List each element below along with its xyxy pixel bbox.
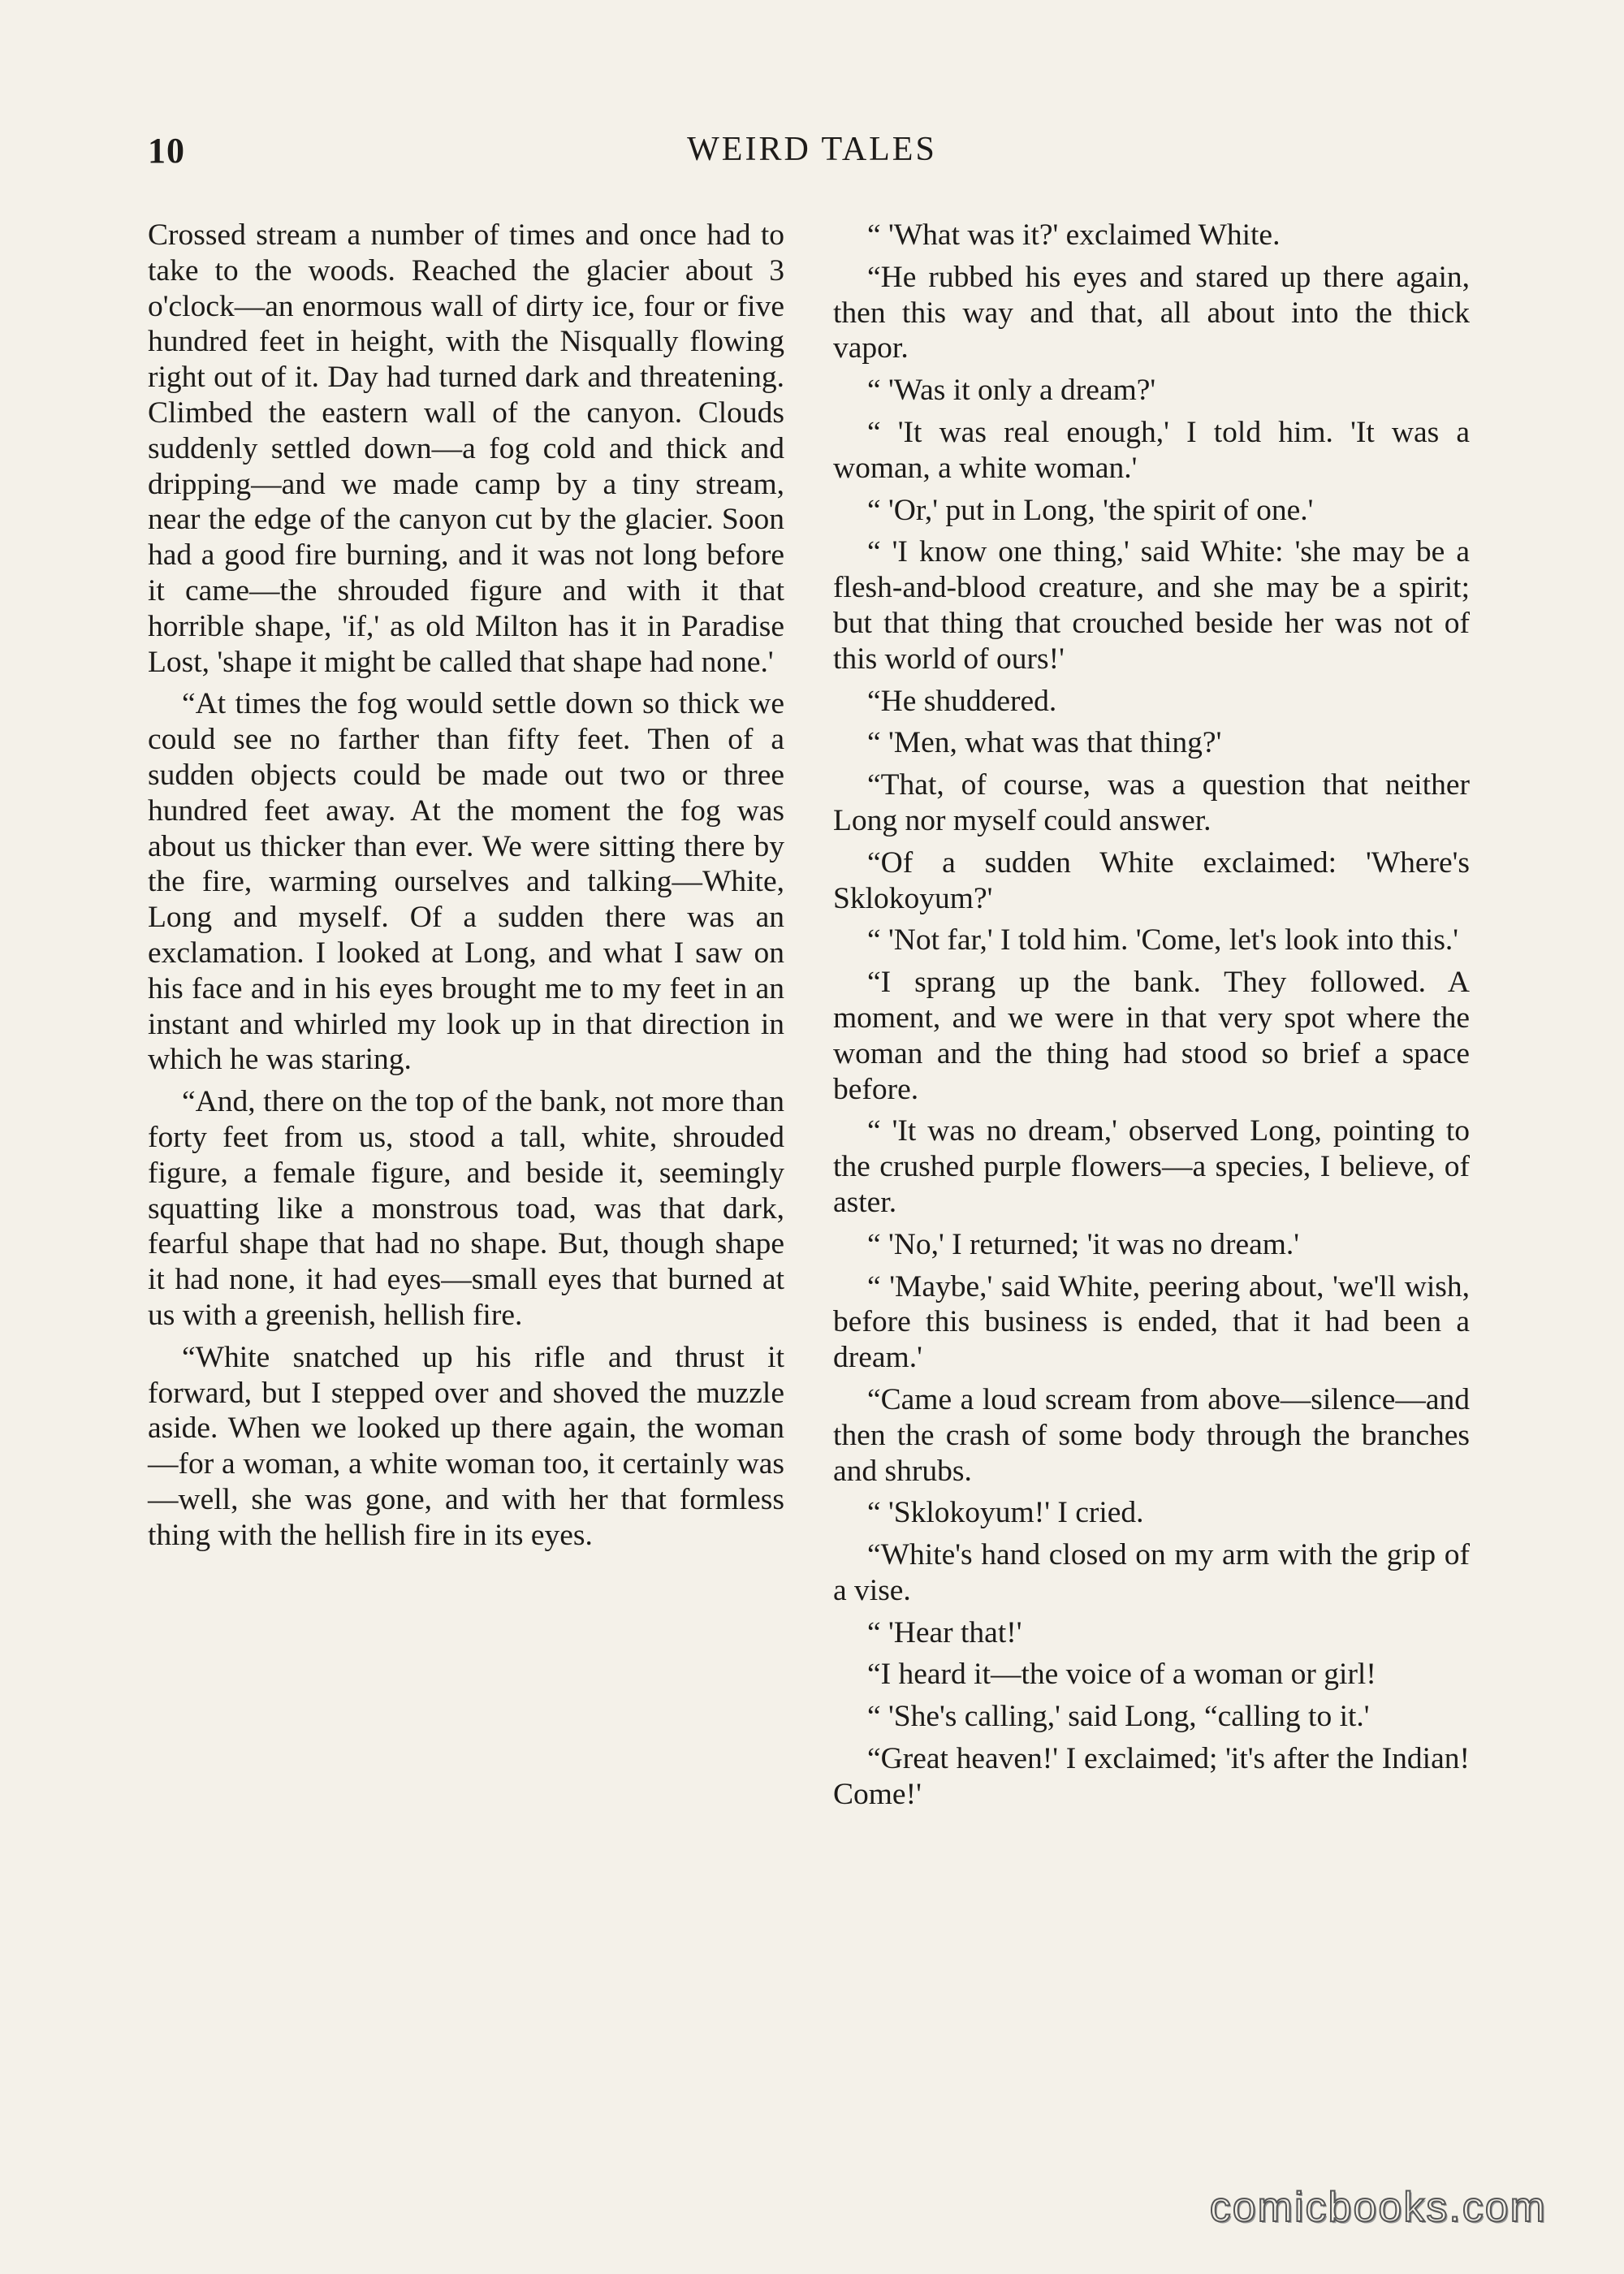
running-title: WEIRD TALES	[687, 131, 937, 168]
paragraph: “ 'Sklokoyum!' I cried.	[867, 1496, 1144, 1530]
paragraph: “ 'I know one thing,' said White: 'she may be a flesh-and-blood creature, and she may be a spirit; but that thing that crouched beside her was not of this world of ours!'	[833, 535, 1470, 676]
paragraph: “At times the fog would settle down so thick we could see no farther than fifty feet. Then of a sudden objects could be made out two or three hundred feet away. At the moment the fog was about us thicker than ever. We were sitting there by the fire, warming ourselves and talking—White, Long and myself. Of a sudden there was an exclamation. I looked at Long, and what I saw on his face and in his eyes brought me to my feet in an instant and whirled my look up in that direction in which he was staring.	[148, 687, 784, 1077]
paragraph: “ 'Was it only a dream?'	[867, 374, 1156, 408]
paragraph: “Of a sudden White exclaimed: 'Where's Sklokoyum?'	[833, 845, 1470, 915]
paragraph: “Great heaven!' I exclaimed; 'it's after the Indian! Come!'	[833, 1742, 1470, 1811]
paragraph: “I sprang up the bank. They followed. A moment, and we were in that very spot where the woman and the thing had stood so brief a space before.	[833, 966, 1470, 1106]
paragraph: “ 'It was real enough,' I told him. 'It was a woman, a white woman.'	[833, 415, 1470, 485]
paragraph: “ 'What was it?' exclaimed White.	[867, 218, 1281, 252]
page-header	[148, 130, 1476, 179]
paragraph: “Came a loud scream from above—silence—and then the crash of some body through the branches and shrubs.	[833, 1382, 1470, 1488]
site-watermark: comicbooks.com	[1209, 2184, 1547, 2231]
paragraph: “ 'It was no dream,' observed Long, pointing to the crushed purple flowers—a species, I believe, of aster.	[833, 1114, 1470, 1219]
paragraph: “And, there on the top of the bank, not more than forty feet from us, stood a tall, white, shrouded figure, a female figure, and beside it, seemingly squatting like a monstrous toad, was that dark, fearful shape that had no shape. But, though shape it had none, it had eyes—small eyes that burned at us with a greenish, hellish fire.	[148, 1085, 784, 1332]
paragraph: “ 'Men, what was that thing?'	[867, 726, 1222, 760]
paragraph: “He rubbed his eyes and stared up there again, then this way and that, all about into the thick vapor.	[833, 260, 1470, 365]
left-column	[148, 218, 784, 1559]
paragraph: “ 'No,' I returned; 'it was no dream.'	[867, 1227, 1300, 1261]
paragraph: “ 'Or,' put in Long, 'the spirit of one.'	[867, 493, 1314, 527]
paragraph: “ 'Hear that!'	[867, 1615, 1022, 1649]
paragraph: Crossed stream a number of times and once had to take to the woods. Reached the glacier about 3 o'clock—an enormous wall of dirty ice, four or five hundred feet in height, with the Nisqually flowing right out of it. Day had turned dark and threatening. Climbed the eastern wall of the canyon. Clouds suddenly settled down—a fog cold and thick and dripping—and we made camp by a tiny stream, near the edge of the canyon cut by the glacier. Soon had a good fire burning, and it was not long before it came—the shrouded figure and with it that horrible shape, 'if,' as old Milton has it in Paradise Lost, 'shape it might be called that shape had none.'	[148, 218, 784, 679]
paragraph: “I heard it—the voice of a woman or girl!	[867, 1658, 1376, 1692]
right-column	[833, 218, 1470, 1819]
paragraph: “White snatched up his rifle and thrust it forward, but I stepped over and shoved the muzzle aside. When we looked up there again, the woman—for a woman, a white woman too, it certainly was—well, she was gone, and with her that formless thing with the hellish fire in its eyes.	[148, 1340, 784, 1552]
paragraph: “That, of course, was a question that neither Long nor myself could answer.	[833, 768, 1470, 837]
paragraph: “White's hand closed on my arm with the grip of a vise.	[833, 1538, 1470, 1607]
paragraph: “ 'Maybe,' said White, peering about, 'we'll wish, before this business is ended, that it had been a dream.'	[833, 1269, 1470, 1375]
page-number: 10	[148, 131, 185, 171]
paragraph: “He shuddered.	[867, 684, 1057, 718]
paragraph: “ 'Not far,' I told him. 'Come, let's look into this.'	[867, 923, 1459, 958]
paragraph: “ 'She's calling,' said Long, “calling to it.'	[867, 1700, 1370, 1734]
